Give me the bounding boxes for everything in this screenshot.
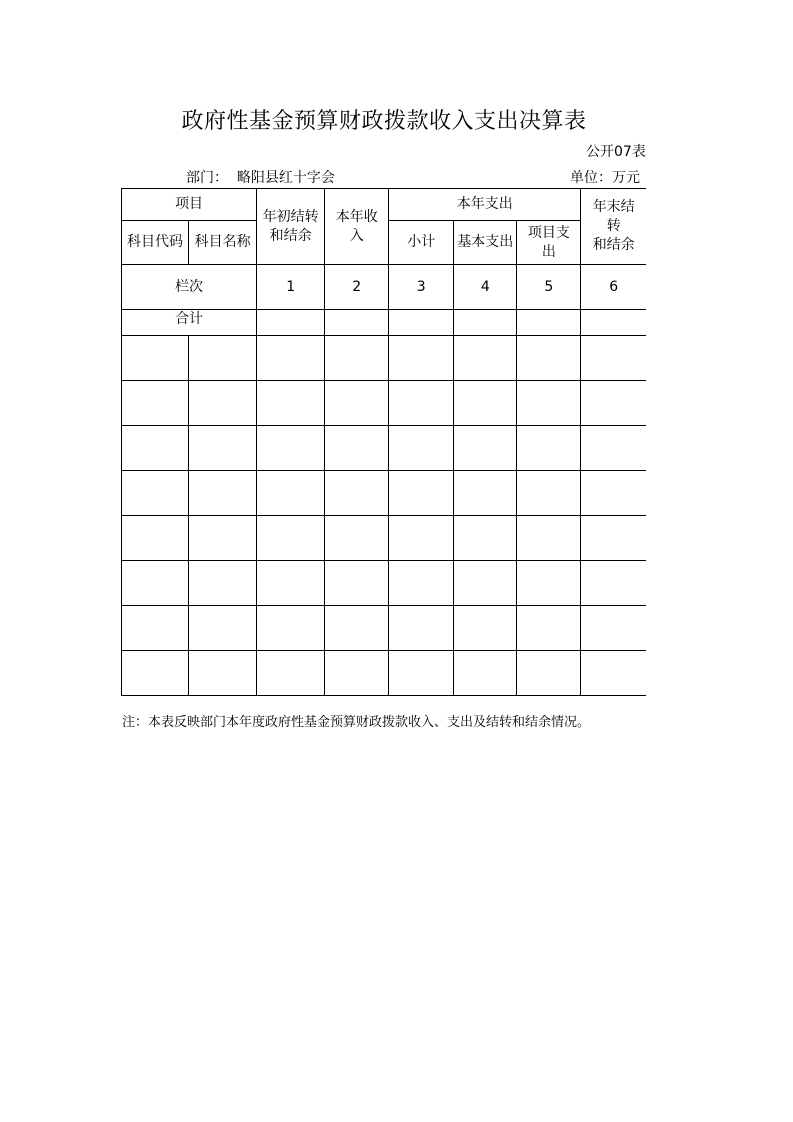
table-cell [454,516,517,561]
header-begin-balance: 年初结转 和结余 [257,189,325,265]
table-cell [454,381,517,426]
table-cell [517,336,581,381]
table-cell [454,426,517,471]
table-cell [517,651,581,696]
table-cell [454,310,517,336]
table-cell [257,310,325,336]
table-cell [257,471,325,516]
table-cell [325,561,389,606]
budget-table [121,188,646,696]
table-cell [454,471,517,516]
column-number-4: 4 [454,265,517,310]
table-cell [389,516,454,561]
table-cell [257,561,325,606]
table-cell [189,606,257,651]
table-row [122,381,647,426]
table-cell [454,651,517,696]
table-cell [454,561,517,606]
table-cell [325,651,389,696]
table-cell [517,381,581,426]
form-code: 公开07表 [586,144,646,160]
table-row [122,426,647,471]
table-cell [122,471,189,516]
table-cell [517,606,581,651]
table-cell [581,310,646,336]
table-cell [189,561,257,606]
table-cell [389,310,454,336]
table-cell [189,651,257,696]
table-cell [189,516,257,561]
table-cell [581,606,646,651]
table-cell [581,516,646,561]
total-label: 合计 [122,310,257,336]
table-cell [325,516,389,561]
table-cell [581,651,646,696]
table-row [122,651,647,696]
table-cell [325,471,389,516]
table-cell [517,471,581,516]
table-cell [189,381,257,426]
table-cell [581,426,646,471]
table-cell [189,426,257,471]
table-cell [325,426,389,471]
column-row-label: 栏次 [122,265,257,310]
column-number-2: 2 [325,265,389,310]
header-end-balance: 年末结 转 和结余 [581,189,646,265]
header-project: 项目 [122,189,257,221]
table-row [122,471,647,516]
table-cell [122,516,189,561]
table-cell [122,561,189,606]
table-cell [257,426,325,471]
table-cell [517,516,581,561]
table-cell [517,310,581,336]
table-row [122,516,647,561]
header-subject-code: 科目代码 [122,221,189,265]
table-cell [389,606,454,651]
empty-rows [122,336,647,696]
table-cell [325,606,389,651]
table-cell [257,606,325,651]
column-number-5: 5 [517,265,581,310]
table-cell [122,606,189,651]
table-cell [122,336,189,381]
footnote: 注：本表反映部门本年度政府性基金预算财政拨款收入、支出及结转和结余情况。 [122,715,591,730]
table-cell [581,561,646,606]
table-cell [517,426,581,471]
table-cell [122,426,189,471]
table-cell [389,561,454,606]
header-subject-name: 科目名称 [189,221,257,265]
header-subtotal: 小计 [389,221,454,265]
column-number-6: 6 [581,265,646,310]
table-cell [257,516,325,561]
header-income: 本年收 入 [325,189,389,265]
table-cell [389,336,454,381]
table-cell [257,381,325,426]
table-cell [389,471,454,516]
table-cell [122,381,189,426]
header-expense: 本年支出 [389,189,581,221]
table-row [122,561,647,606]
table-cell [454,606,517,651]
column-number-1: 1 [257,265,325,310]
table-cell [389,381,454,426]
table-cell [389,426,454,471]
table-cell [325,381,389,426]
table-cell [581,336,646,381]
table-cell [257,336,325,381]
table-row [122,336,647,381]
table-cell [581,471,646,516]
column-number-3: 3 [389,265,454,310]
table-cell [517,561,581,606]
table-cell [189,471,257,516]
table-cell [325,310,389,336]
table-cell [122,651,189,696]
table-cell [581,381,646,426]
table-row [122,606,647,651]
header-project-expense: 项目支 出 [517,221,581,265]
department-label: 部门： 略阳县红十字会 [186,170,335,186]
table-cell [257,651,325,696]
page-title: 政府性基金预算财政拨款收入支出决算表 [181,109,587,134]
table-cell [454,336,517,381]
table-cell [389,651,454,696]
unit-label: 单位：万元 [570,170,640,186]
table-cell [189,336,257,381]
table-cell [325,336,389,381]
header-basic-expense: 基本支出 [454,221,517,265]
